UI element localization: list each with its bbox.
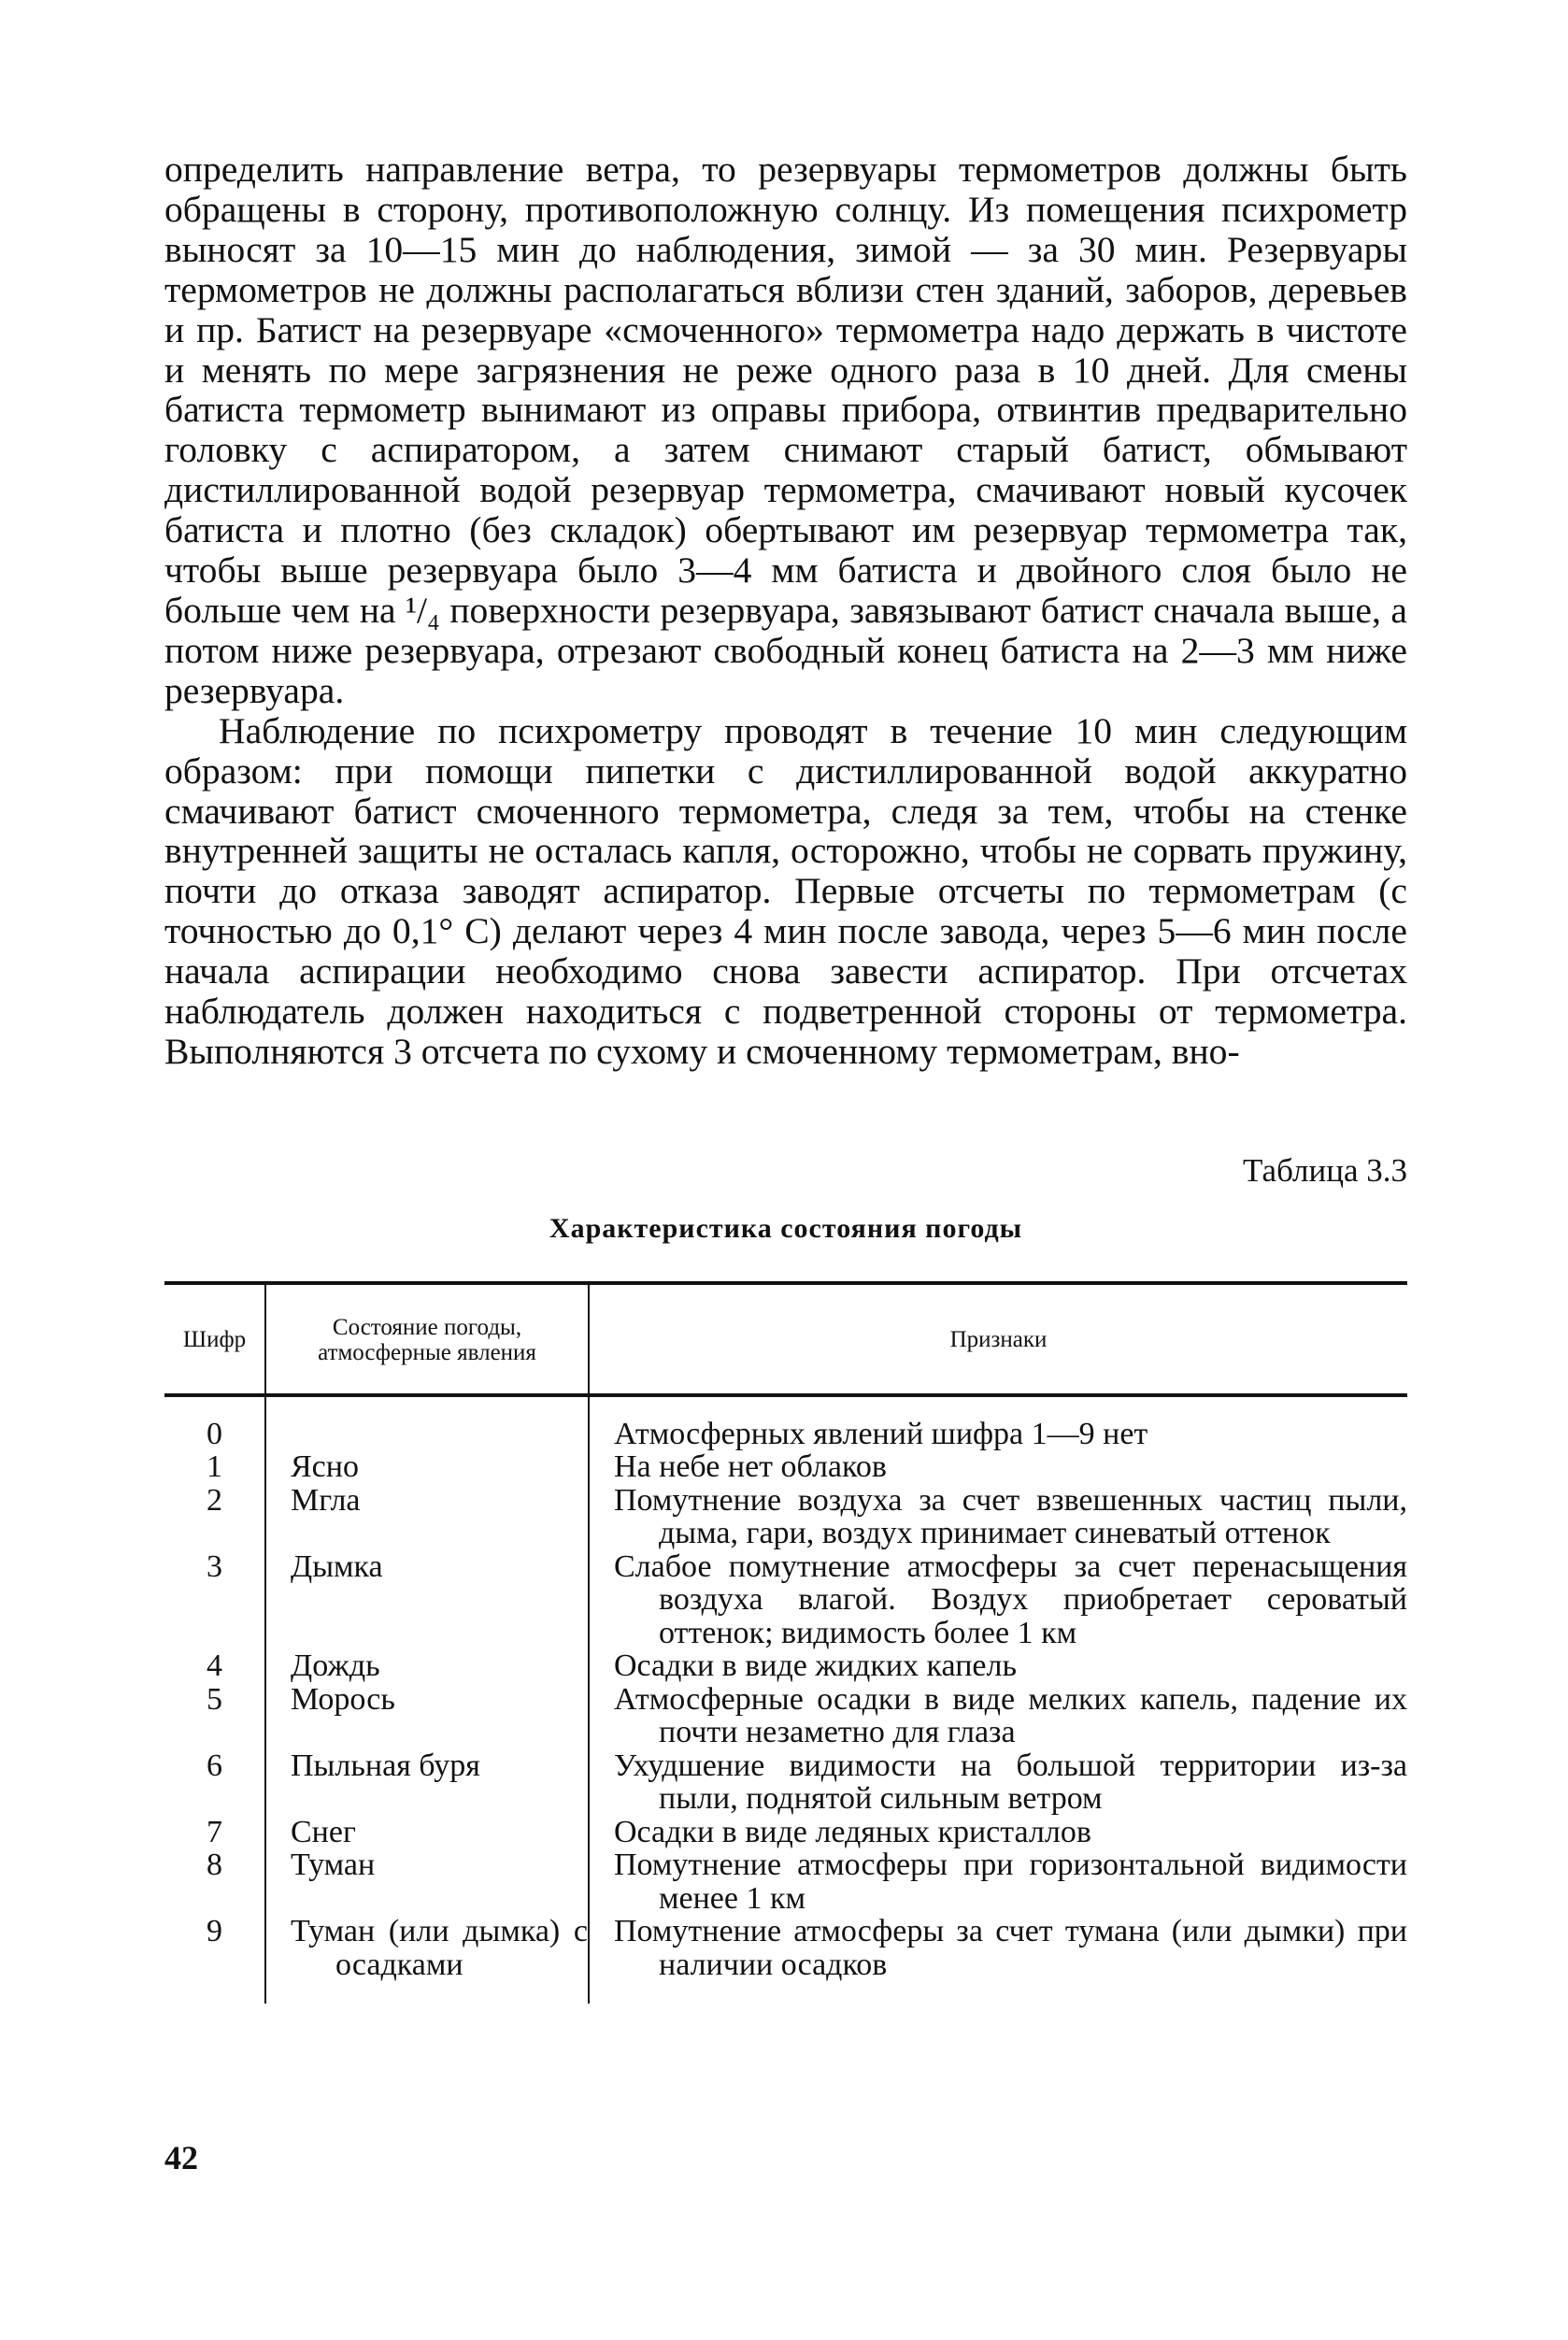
row-signs: На небе нет облаков — [614, 1449, 887, 1485]
row-condition: Дымка — [265, 1550, 589, 1650]
row-code: 1 — [164, 1450, 265, 1484]
header-code: Шифр — [164, 1283, 265, 1395]
row-signs: Помутнение воздуха за счет взвешенных частиц пыли, дыма, гари, воздух принимает синеватый оттенок — [614, 1482, 1407, 1551]
row-condition: Мгла — [265, 1484, 589, 1550]
table-row — [164, 1816, 1407, 1849]
table-row — [164, 1649, 1407, 1683]
row-condition: Снег — [265, 1816, 589, 1849]
row-signs: Помутнение атмосферы при горизонтальной видимости менее 1 км — [614, 1848, 1407, 1916]
row-signs: Слабое помутнение атмосферы за счет перенасыщения воздуха влагой. Воздух приобретает сероватый оттенок; видимость более 1 км — [614, 1548, 1407, 1650]
row-signs: Осадки в виде ледяных кристаллов — [614, 1814, 1091, 1849]
row-condition: Морось — [265, 1683, 589, 1749]
document-page — [164, 150, 1407, 2004]
row-condition: Дождь — [265, 1649, 589, 1683]
page-number: 42 — [164, 2139, 198, 2176]
row-condition: Пыльная буря — [265, 1749, 589, 1816]
weather-table — [164, 1281, 1407, 2005]
table-title: Характеристика состояния погоды — [549, 1212, 1023, 1244]
row-condition: Туман — [265, 1848, 589, 1915]
row-code: 0 — [164, 1418, 265, 1451]
row-code: 3 — [164, 1550, 265, 1650]
row-code: 7 — [164, 1816, 265, 1849]
paragraph-2: Наблюдение по психрометру проводят в течение 10 мин следующим образом: при помощи пипетки с дистиллированной водой аккуратно смачивают батист смоченного термометра, следя за тем, чтобы на стенке внутренней защиты не осталась капля, осторожно, чтобы не сорвать пружину, почти до отказа заводят аспиратор. Первые отсчеты по термометрам (с точностью до 0,1° С) делают через 4 мин после завода, через 5—6 мин после начала аспирации необходимо снова завести аспиратор. При отсчетах наблюдатель должен находиться с подветренной стороны от термометра. Выполняются 3 отсчета по сухому и смоченному термометрам, вно- — [164, 709, 1407, 1072]
table-row — [164, 1550, 1407, 1650]
row-signs: Ухудшение видимости на большой территории из-за пыли, поднятой сильным ветром — [614, 1748, 1407, 1817]
row-code: 6 — [164, 1749, 265, 1816]
row-condition: Ясно — [265, 1450, 589, 1484]
table-row — [164, 1749, 1407, 1816]
table-row — [164, 1484, 1407, 1550]
table-number: Таблица 3.3 — [1243, 1151, 1407, 1189]
table-row — [164, 1450, 1407, 1484]
paragraph-1: определить направление ветра, то резервуары термометров должны быть обращены в сторону, противоположную солнцу. Из помещения психрометр выносят за 10—15 мин до наблюдения, зимой — за 30 мин. Резервуары термометров не должны располагаться вблизи стен зданий, заборов, деревьев и пр. Батист на резервуаре «смоченного» термометра надо держать в чистоте и менять по мере загрязнения не реже одного раза в 10 дней. Для смены батиста термометр вынимают из оправы прибора, отвинтив предварительно головку с аспиратором, а затем снимают старый батист, обмывают дистиллированной водой резервуар термометра, смачивают новый кусочек батиста и плотно (без складок) обертывают им резервуар термометра так, чтобы выше резервуара было 3—4 мм батиста и двойного слоя было не больше чем на ¹/₄ поверхности резервуара, завязывают батист сначала выше, а потом ниже резервуара, отрезают свободный конец батиста на 2—3 мм ниже резервуара. — [164, 149, 1407, 711]
row-signs: Атмосферных явлений шифра 1—9 нет — [614, 1416, 1148, 1451]
row-condition — [265, 1418, 589, 1451]
row-code: 4 — [164, 1649, 265, 1683]
row-condition-text: Туман (или дымка) с осадками — [291, 1914, 588, 1982]
row-signs: Осадки в виде жидких капель — [614, 1648, 1017, 1684]
row-code: 5 — [164, 1683, 265, 1749]
row-signs: Атмосферные осадки в виде мелких капель, падение их почти незаметно для глаза — [614, 1681, 1407, 1750]
row-signs: Помутнение атмосферы за счет тумана (или дымки) при наличии осадков — [614, 1914, 1407, 1982]
body-text — [164, 150, 1407, 1072]
table-header-row — [164, 1283, 1407, 1395]
row-code: 8 — [164, 1848, 265, 1915]
row-condition — [265, 1915, 589, 2004]
header-signs: Признаки — [589, 1283, 1407, 1395]
row-code: 2 — [164, 1484, 265, 1550]
table-row — [164, 1915, 1407, 2004]
row-code: 9 — [164, 1915, 265, 2004]
table-row — [164, 1683, 1407, 1749]
table-row — [164, 1848, 1407, 1915]
header-condition: Состояние погоды, атмосферные явления — [265, 1283, 589, 1395]
table-row — [164, 1418, 1407, 1451]
